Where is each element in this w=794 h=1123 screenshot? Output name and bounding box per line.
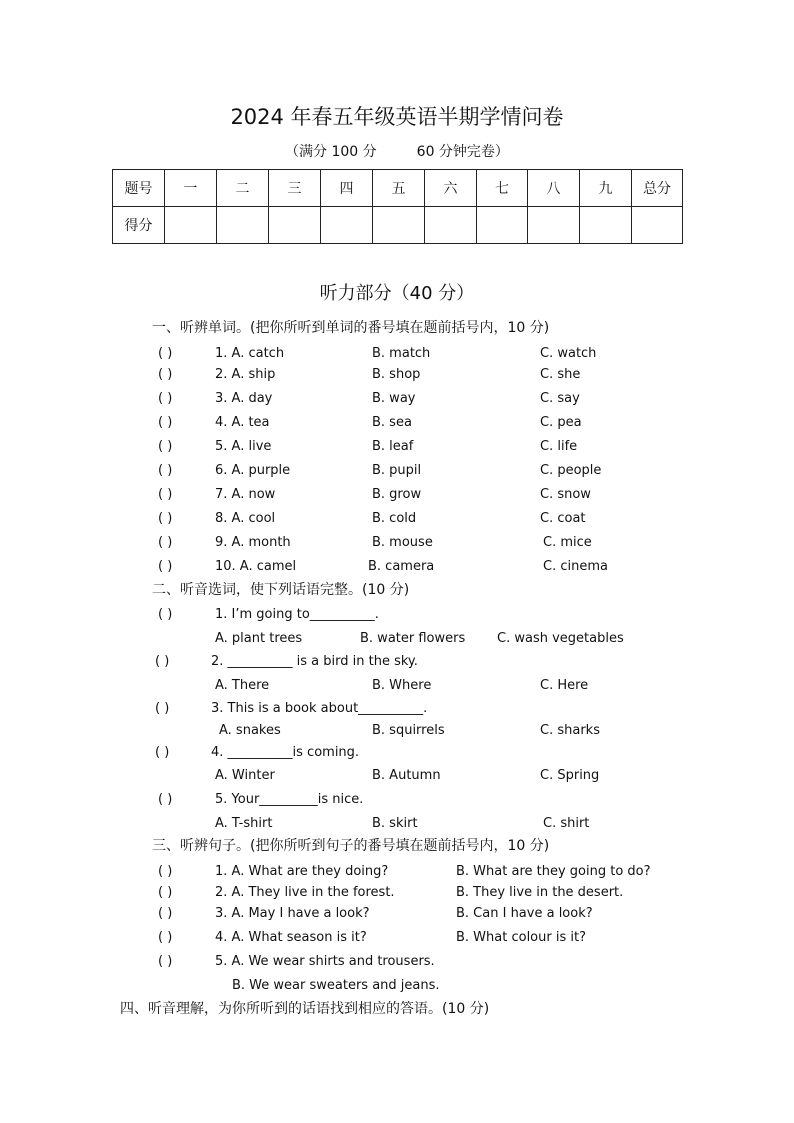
option-b: B. way [372,391,416,406]
score-entry-cell[interactable] [477,207,528,244]
score-entry-cell[interactable] [217,207,269,244]
option-c: C. cinema [543,559,608,574]
answer-blank[interactable]: ( ) [158,535,173,550]
option-a: 6. A. purple [215,463,291,478]
option-a: 5. A. live [215,439,272,454]
option-c: C. Here [540,678,589,693]
table-cell: 题号 [113,170,165,207]
answer-blank[interactable]: ( ) [158,885,173,900]
option-c: C. mice [543,535,592,550]
score-entry-cell[interactable] [528,207,580,244]
score-entry-cell[interactable] [269,207,321,244]
part2-title: 二、听音选词，使下列话语完整。(10 分) [152,582,410,598]
table-cell: 二 [217,170,269,207]
answer-blank[interactable]: ( ) [155,654,170,669]
option-a: 2. A. ship [215,367,276,382]
exam-subtitle [0,145,794,159]
answer-blank[interactable]: ( ) [158,487,173,502]
table-cell: 得分 [113,207,165,244]
option-a: 10. A. camel [215,559,297,574]
answer-blank[interactable]: ( ) [158,559,173,574]
option-a: 4. A. tea [215,415,270,430]
option-b: B. skirt [372,816,418,831]
score-entry-cell[interactable] [632,207,683,244]
option-b: B. pupil [372,463,422,478]
option-b: B. What are they going to do? [456,864,651,879]
option-b: B. grow [372,487,422,502]
time-limit: 60 分钟完卷） [416,144,509,160]
option-b: B. shop [372,367,421,382]
score-table-header-row [113,170,683,207]
option-c: C. shirt [543,816,590,831]
option-b: B. sea [372,415,412,430]
answer-blank[interactable]: ( ) [158,954,173,969]
option-a: 9. A. month [215,535,291,550]
option-b: B. mouse [372,535,433,550]
score-entry-cell[interactable] [580,207,632,244]
part3-title: 三、听辨句子。(把你所听到句子的番号填在题前括号内，10 分) [152,838,550,854]
option-c: C. wash vegetables [497,631,624,646]
score-entry-cell[interactable] [425,207,477,244]
answer-blank[interactable]: ( ) [155,701,170,716]
table-cell: 五 [373,170,425,207]
answer-blank[interactable]: ( ) [158,864,173,879]
option-a: 8. A. cool [215,511,276,526]
option-b: B. camera [368,559,435,574]
table-cell: 一 [165,170,217,207]
score-entry-cell[interactable] [321,207,373,244]
answer-blank[interactable]: ( ) [155,745,170,760]
score-entry-cell[interactable] [373,207,425,244]
full-marks: （满分 100 分 [285,144,377,160]
option-c: C. snow [540,487,591,502]
option-a: 5. A. We wear shirts and trousers. [215,954,435,969]
answer-blank[interactable]: ( ) [158,367,173,382]
option-a: 2. A. They live in the forest. [215,885,395,900]
exam-title: 2024 年春五年级英语半期学情问卷 [230,105,564,129]
question-stem: 5. Your_________is nice. [215,792,364,807]
question-stem: 4. __________is coming. [211,745,360,760]
option-b: B. squirrels [372,723,445,738]
table-cell: 八 [528,170,580,207]
option-b: B. Can I have a look? [456,906,593,921]
option-c: C. life [540,439,578,454]
question-stem: 1. I’m going to__________. [215,607,379,622]
answer-blank[interactable]: ( ) [158,415,173,430]
option-a: 7. A. now [215,487,276,502]
option-c: C. watch [540,346,597,361]
option-b: B. We wear sweaters and jeans. [232,978,440,993]
score-table [112,169,683,244]
listening-section-title: 听力部分（40 分） [319,283,475,304]
answer-blank[interactable]: ( ) [158,463,173,478]
question-stem: 3. This is a book about__________. [211,701,428,716]
option-c: C. pea [540,415,582,430]
answer-blank[interactable]: ( ) [158,906,173,921]
option-c: C. people [540,463,602,478]
table-cell: 七 [477,170,528,207]
table-cell: 总分 [632,170,683,207]
option-b: B. leaf [372,439,414,454]
answer-blank[interactable]: ( ) [158,607,173,622]
answer-blank[interactable]: ( ) [158,346,173,361]
table-cell: 三 [269,170,321,207]
option-a: A. plant trees [215,631,303,646]
answer-blank[interactable]: ( ) [158,792,173,807]
table-cell: 四 [321,170,373,207]
option-b: B. Where [372,678,432,693]
option-a: 3. A. May I have a look? [215,906,370,921]
option-c: C. coat [540,511,586,526]
option-a: A. T-shirt [215,816,273,831]
answer-blank[interactable]: ( ) [158,439,173,454]
option-a: A. There [215,678,270,693]
option-c: C. sharks [540,723,600,738]
option-c: C. say [540,391,580,406]
option-a: 3. A. day [215,391,273,406]
option-b: B. What colour is it? [456,930,586,945]
answer-blank[interactable]: ( ) [158,391,173,406]
part4-title: 四、听音理解，为你所听到的话语找到相应的答语。(10 分) [120,1001,490,1017]
option-b: B. Autumn [372,768,441,783]
option-a: A. snakes [219,723,281,738]
option-c: C. Spring [540,768,600,783]
part1-title: 一、听辨单词。(把你所听到单词的番号填在题前括号内，10 分) [152,320,550,336]
score-table-score-row [113,207,683,244]
answer-blank[interactable]: ( ) [158,511,173,526]
option-a: A. Winter [215,768,275,783]
option-b: B. water flowers [360,631,466,646]
question-stem: 2. __________ is a bird in the sky. [211,654,418,669]
option-b: B. cold [372,511,417,526]
answer-blank[interactable]: ( ) [158,930,173,945]
option-b: B. They live in the desert. [456,885,624,900]
option-a: 4. A. What season is it? [215,930,367,945]
option-a: 1. A. catch [215,346,285,361]
option-c: C. she [540,367,581,382]
table-cell: 六 [425,170,477,207]
table-cell: 九 [580,170,632,207]
score-entry-cell[interactable] [165,207,217,244]
option-a: 1. A. What are they doing? [215,864,389,879]
option-b: B. match [372,346,431,361]
